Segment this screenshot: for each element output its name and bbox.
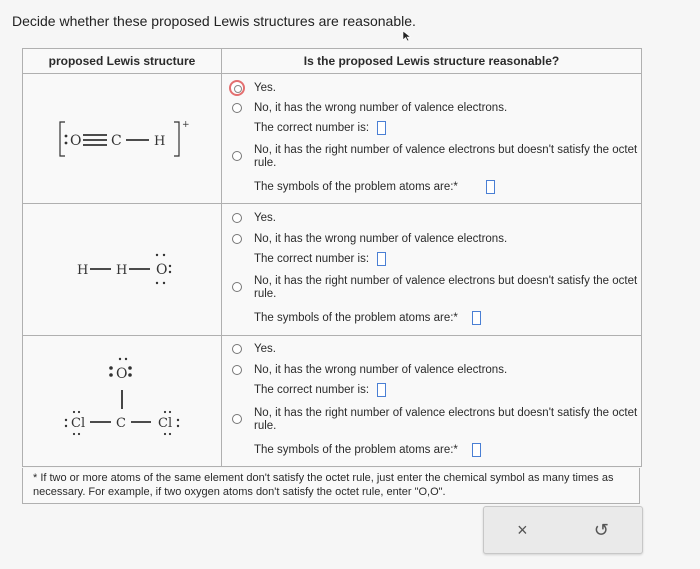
charge-label: +: [182, 120, 190, 130]
field-label: The correct number is:: [254, 253, 370, 265]
atom-label: Cl: [158, 416, 173, 431]
option-label: No, it has the wrong number of valence electrons.: [254, 364, 508, 376]
option-label: Yes.: [254, 82, 276, 94]
option-wrong-valence[interactable]: [232, 364, 641, 376]
radio-icon[interactable]: [232, 234, 242, 244]
atom-label: H: [77, 263, 89, 278]
atom-label: H: [116, 263, 128, 278]
question-text: Decide whether these proposed Lewis structures are reasonable.: [12, 13, 416, 29]
radio-icon[interactable]: [232, 213, 242, 223]
option-octet[interactable]: [232, 275, 641, 301]
structure-cell: [23, 336, 222, 466]
action-bar: [483, 506, 643, 554]
atom-label: O: [70, 133, 82, 149]
atom-label: Cl: [71, 416, 86, 431]
option-octet[interactable]: [232, 407, 641, 433]
footnote: * If two or more atoms of the same element don't satisfy the octet rule, just enter the chemical symbol as many times as necessary. For example, if two oxygen atoms don't satisfy the octet rule, enter "O,O".: [22, 468, 640, 504]
table-row: [23, 204, 641, 336]
lewis-structure-1: [23, 74, 221, 203]
radio-icon[interactable]: [232, 414, 242, 424]
field-label: The correct number is:: [254, 384, 370, 396]
option-octet[interactable]: [232, 144, 641, 170]
cursor-icon: [402, 30, 412, 42]
problem-atoms-row: [254, 311, 641, 325]
structure-cell: [23, 204, 222, 335]
radio-icon[interactable]: [232, 365, 242, 375]
option-label: No, it has the wrong number of valence electrons.: [254, 233, 508, 245]
answer-cell: [222, 74, 641, 203]
option-yes[interactable]: [232, 212, 641, 224]
radio-icon[interactable]: [232, 103, 242, 113]
lewis-structure-3: [23, 336, 221, 466]
correct-number-input[interactable]: [377, 121, 386, 135]
answer-cell: [222, 336, 641, 466]
problem-atoms-row: [254, 180, 641, 194]
close-icon[interactable]: ×: [517, 519, 528, 540]
field-label: The symbols of the problem atoms are:*: [254, 312, 458, 324]
radio-selected-icon[interactable]: [229, 80, 245, 96]
option-yes[interactable]: [232, 343, 641, 355]
atom-label: O: [116, 366, 128, 382]
radio-icon[interactable]: [232, 344, 242, 354]
table-row: [23, 336, 641, 466]
radio-icon[interactable]: [232, 151, 242, 161]
problem-atoms-input[interactable]: [472, 443, 481, 457]
option-wrong-valence[interactable]: [232, 102, 641, 114]
correct-number-input[interactable]: [377, 383, 386, 397]
option-wrong-valence[interactable]: [232, 233, 641, 245]
problem-atoms-input[interactable]: [472, 311, 481, 325]
field-label: The symbols of the problem atoms are:*: [254, 444, 458, 456]
correct-number-row: [254, 252, 641, 266]
col-header-structure: proposed Lewis structure: [23, 49, 222, 73]
option-yes[interactable]: [232, 82, 641, 96]
answer-cell: [222, 204, 641, 335]
col-header-reasonable: Is the proposed Lewis structure reasonable?: [303, 54, 560, 68]
option-label: No, it has the right number of valence electrons but doesn't satisfy the octet rule.: [254, 144, 638, 169]
atom-label: O: [156, 262, 168, 278]
option-label: No, it has the right number of valence electrons but doesn't satisfy the octet rule.: [254, 407, 638, 432]
problem-atoms-row: [254, 443, 641, 457]
correct-number-row: [254, 383, 641, 397]
correct-number-row: [254, 121, 641, 135]
option-label: Yes.: [254, 212, 276, 224]
table-row: [23, 74, 641, 204]
option-label: Yes.: [254, 343, 276, 355]
field-label: The correct number is:: [254, 122, 370, 134]
lewis-table: [22, 48, 642, 467]
undo-icon[interactable]: ↺: [593, 519, 609, 540]
problem-atoms-input[interactable]: [486, 180, 495, 194]
structure-cell: [23, 74, 222, 203]
correct-number-input[interactable]: [377, 252, 386, 266]
radio-icon[interactable]: [232, 282, 242, 292]
atom-label: H: [154, 134, 166, 149]
option-label: No, it has the right number of valence electrons but doesn't satisfy the octet rule.: [254, 275, 638, 300]
atom-label: C: [111, 133, 122, 149]
atom-label: C: [116, 416, 126, 431]
table-header: [23, 49, 641, 74]
field-label: The symbols of the problem atoms are:*: [254, 181, 458, 193]
option-label: No, it has the wrong number of valence electrons.: [254, 102, 508, 114]
lewis-structure-2: [23, 204, 221, 335]
